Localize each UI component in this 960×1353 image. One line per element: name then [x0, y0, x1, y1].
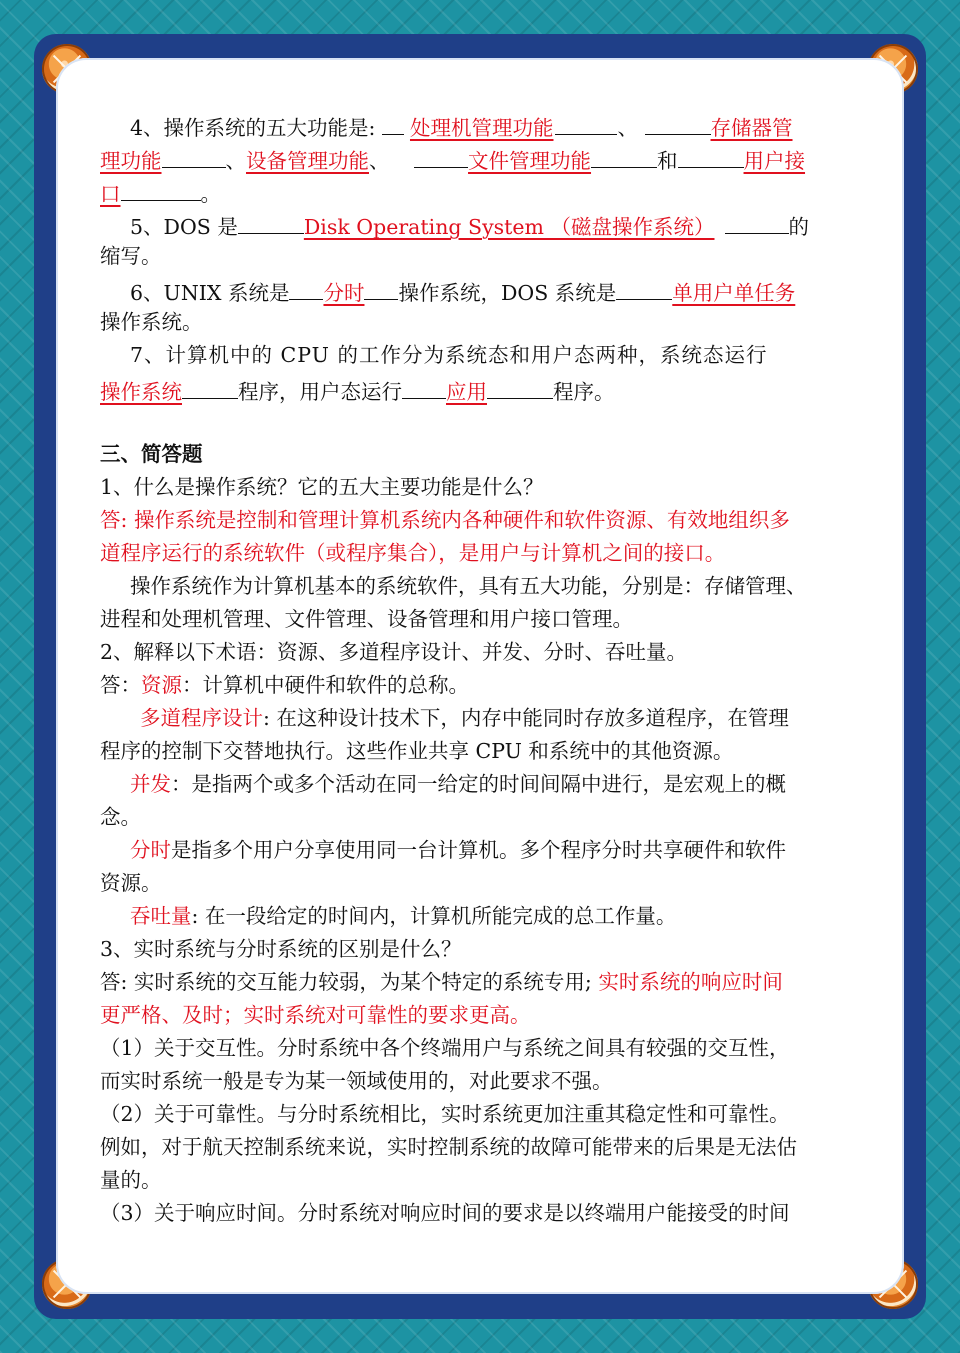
answer-blank: 用户接: [743, 149, 806, 173]
question-6-line-1: 6、UNIX 系统是 分时 操作系统，DOS 系统是 单用户单任务: [100, 273, 856, 306]
short-question-2: 2、解释以下术语：资源、多道程序设计、并发、分时、吞吐量。: [100, 640, 688, 664]
term-resource: 答：资源：计算机中硬件和软件的总称。: [100, 673, 469, 697]
term-throughput: 吞吐量: 在一段给定的时间内，计算机所能完成的总工作量。: [130, 904, 677, 928]
term-multiprogramming-cont: 程序的控制下交替地执行。这些作业共享 CPU 和系统中的其他资源。: [100, 739, 734, 763]
answer-1-line-2: 道程序运行的系统软件（或程序集合），是用户与计算机之间的接口。: [100, 541, 726, 565]
answer-blank: Disk Operating System （磁盘操作系统）: [303, 215, 715, 239]
term-concurrency: 并发：是指两个或多个活动在同一给定的时间间隔中进行，是宏观上的概: [130, 772, 786, 796]
answer-3-line-1: 答: 实时系统的交互能力较弱，为某个特定的系统专用; 实时系统的响应时间: [100, 970, 783, 994]
answer-3-para-1: （1）关于交互性。分时系统中各个终端用户与系统之间具有较强的交互性，: [100, 1036, 790, 1060]
answer-blank: 操作系统: [100, 380, 182, 404]
answer-1-para-1: 操作系统作为计算机基本的系统软件，具有五大功能，分别是：存储管理、: [130, 574, 807, 598]
term-timesharing: 分时是指多个用户分享使用同一台计算机。多个程序分时共享硬件和软件: [130, 838, 786, 862]
answer-1-line-1: 答: 操作系统是控制和管理计算机系统内各种硬件和软件资源、有效地组织多: [100, 508, 790, 532]
question-4-line-1: 4、操作系统的五大功能是: 处理机管理功能 、 存储器管: [100, 108, 856, 141]
question-5-line-2: 缩写。: [100, 244, 162, 268]
answer-blank: 分时: [323, 281, 365, 305]
answer-blank: 理功能: [100, 149, 162, 173]
answer-3-para-2-cont: 例如，对于航天控制系统来说，实时控制系统的故障可能带来的后果是无法估: [100, 1135, 797, 1159]
question-4-line-2: 理功能 、设备管理功能、 文件管理功能 和 用户接: [100, 141, 856, 174]
section-heading: 三、简答题: [100, 442, 203, 466]
question-7-line-1: 7、计算机中的 CPU 的工作分为系统态和用户态两种，系统态运行: [130, 343, 768, 367]
question-4-line-3: 口 。: [100, 174, 856, 207]
answer-blank: 口: [100, 182, 121, 206]
answer-blank: 处理机管理功能: [409, 116, 554, 140]
answer-blank: 单用户单任务: [672, 281, 796, 305]
answer-3-para-1-cont: 而实时系统一般是专为某一领域使用的，对此要求不强。: [100, 1069, 613, 1093]
answer-3-line-2: 更严格、及时；实时系统对可靠性的要求更高。: [100, 1003, 531, 1027]
answer-3-para-3: （3）关于响应时间。分时系统对响应时间的要求是以终端用户能接受的时间: [100, 1201, 790, 1225]
answer-blank: 文件管理功能: [468, 149, 592, 173]
answer-blank: 应用: [446, 380, 487, 404]
question-6-line-2: 操作系统。: [100, 310, 203, 334]
answer-blank: 存储器管: [710, 116, 793, 140]
term-multiprogramming: 多道程序设计: 在这种设计技术下，内存中能同时存放多道程序，在管理: [140, 706, 789, 730]
document-content: [100, 108, 856, 1230]
question-7-line-2: 操作系统 程序，用户态运行 应用 程序。: [100, 372, 856, 405]
short-question-3: 3、实时系统与分时系统的区别是什么？: [100, 937, 462, 961]
term-concurrency-cont: 念。: [100, 805, 141, 829]
answer-3-para-2-end: 量的。: [100, 1168, 162, 1192]
short-question-1: 1、什么是操作系统？它的五大主要功能是什么？: [100, 475, 544, 499]
answer-3-para-2: （2）关于可靠性。与分时系统相比，实时系统更加注重其稳定性和可靠性。: [100, 1102, 790, 1126]
answer-blank: 设备管理功能: [246, 149, 369, 173]
term-timesharing-cont: 资源。: [100, 871, 162, 895]
question-5-line-1: 5、DOS 是 Disk Operating System （磁盘操作系统） 的: [100, 207, 856, 240]
answer-1-para-2: 进程和处理机管理、文件管理、设备管理和用户接口管理。: [100, 607, 633, 631]
